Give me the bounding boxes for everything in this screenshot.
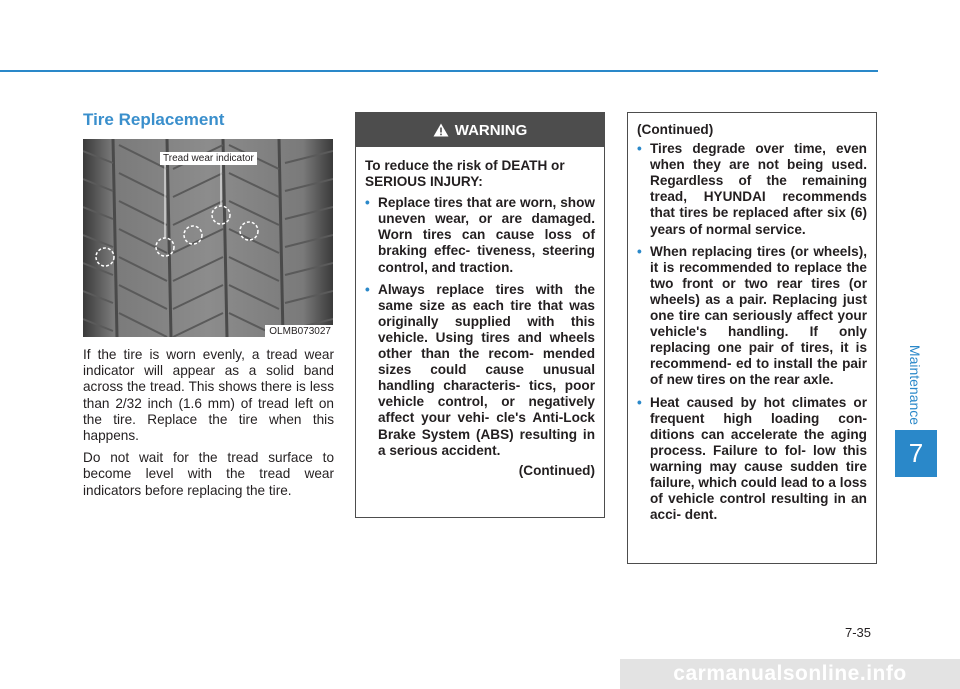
tire-tread-figure: [83, 139, 333, 337]
warning-box: [355, 112, 605, 518]
figure-label: Tread wear indicator: [160, 152, 257, 165]
warning-continued-body: [628, 113, 876, 523]
tire-tread-illustration: [83, 139, 333, 337]
continued-item: • When replacing tires (or wheels), it is recommended to replace the two front or two rear tires (or wheels) as a pair. Replacing just one tire can seriously affect your vehicle's handling. If only replacing one pair of tires, it is recommend- ed to install the pair of new tires on the rear axle.: [637, 244, 867, 389]
warning-title: WARNING: [454, 121, 528, 139]
watermark-banner[interactable]: carmanualsonline.info: [620, 659, 960, 689]
warning-header: [356, 113, 604, 147]
continued-list: [637, 141, 867, 523]
chapter-number-badge[interactable]: 7: [895, 430, 937, 477]
body-paragraph: If the tire is worn evenly, a tread wear indicator will appear as a solid band across the tread. This shows there is less than 2/32 inch (1.6 mm) of tread left on the tire. Replace the tire when this happens.: [83, 347, 334, 444]
warning-body: [356, 147, 604, 479]
chapter-name: Maintenance: [907, 344, 923, 426]
warning-item: • Replace tires that are worn, show uneven wear, or are damaged. Worn tires can cause loss of braking effec- tiveness, steering control, and traction.: [365, 195, 595, 275]
continued-note: (Continued): [518, 462, 595, 478]
body-paragraph: Do not wait for the tread surface to become level with the tread wear indicators before replacing the tire.: [83, 450, 334, 498]
chapter-tab[interactable]: [893, 330, 937, 440]
warning-list: [365, 195, 595, 459]
continued-item: • Heat caused by hot climates or frequent high loading con- ditions can accelerate the aging process. Failure to fol- low this warning may cause sudden tire failure, which could lead to a loss of vehicle control resulting in an acci- dent.: [637, 395, 867, 524]
header-rule: [0, 70, 878, 72]
body-text: [83, 347, 334, 499]
warning-intro: To reduce the risk of DEATH or SERIOUS INJURY:: [365, 158, 565, 190]
figure-code: OLMB073027: [265, 325, 333, 337]
warning-triangle-icon: [433, 123, 449, 137]
continued-heading: (Continued): [637, 122, 714, 137]
warning-continued-box: [627, 112, 877, 564]
continued-item: • Tires degrade over time, even when they are not being used. Regardless of the remaining tread, HYUNDAI recommends that tires be replaced after six (6) years of normal service.: [637, 141, 867, 238]
warning-item: • Always replace tires with the same size as each tire that was originally supplied with this vehicle. Using tires and wheels other than the recom- mended sizes could cause unusual handling characteris- tics, poor vehicle control, or negatively affect your vehi- cle's Anti-Lock Brake System (ABS) resulting in a serious accident.: [365, 282, 595, 459]
page-number: 7-35: [845, 625, 872, 640]
section-title: Tire Replacement: [83, 110, 225, 129]
